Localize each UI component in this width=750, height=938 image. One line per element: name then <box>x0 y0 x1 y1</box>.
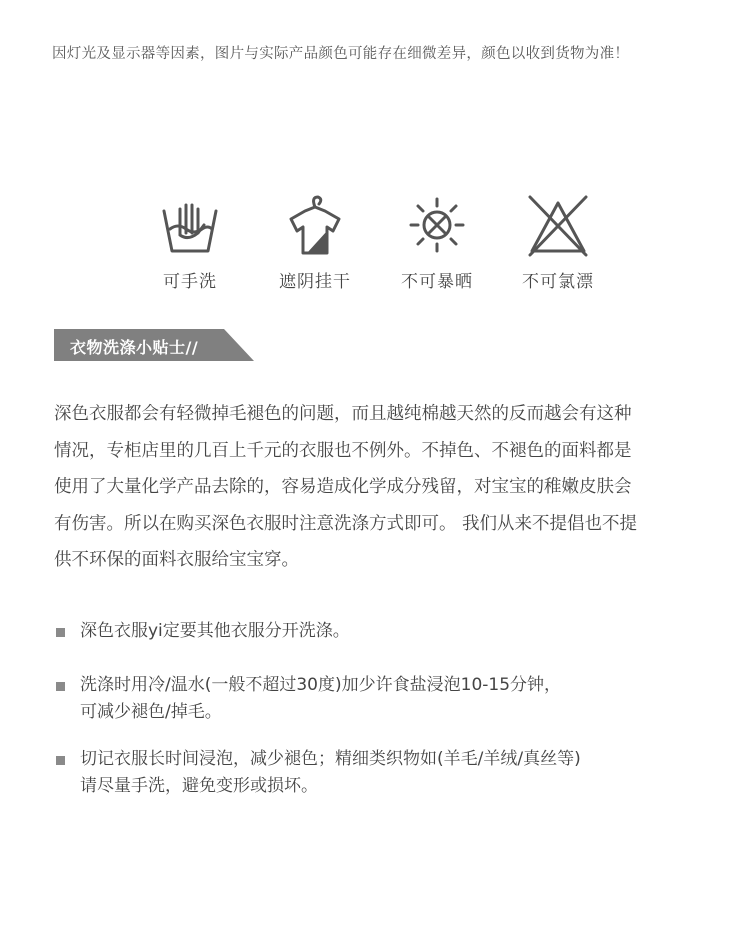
section-banner <box>54 329 254 361</box>
care-label: 遮阴挂干 <box>279 272 351 292</box>
hand-wash-icon <box>158 195 222 257</box>
square-bullet-icon <box>56 756 65 765</box>
section-title: 衣物洗涤小贴士// <box>70 338 199 357</box>
care-label: 可手洗 <box>163 272 217 292</box>
care-item-no-bleach <box>498 195 618 292</box>
bullet-line: 可减少褪色/掉毛。 <box>80 702 222 722</box>
paragraph-line: 深色衣服都会有轻微掉毛褪色的问题，而且越纯棉越天然的反而越会有这种 <box>54 404 632 424</box>
no-sun-icon <box>405 195 469 257</box>
color-disclaimer: 因灯光及显示器等因素，图片与实际产品颜色可能存在细微差异，颜色以收到货物为准！ <box>52 46 630 62</box>
bullet-text <box>80 746 581 800</box>
paragraph-line: 使用了大量化学产品去除的，容易造成化学成分残留，对宝宝的稚嫩皮肤会 <box>54 477 632 497</box>
bullet-text <box>80 618 350 645</box>
care-item-hand-wash <box>130 195 250 292</box>
bullet-line: 切记衣服长时间浸泡，减少褪色；精细类织物如(羊毛/羊绒/真丝等) <box>80 749 581 769</box>
square-bullet-icon <box>56 682 65 691</box>
bullet-line: 请尽量手洗，避免变形或损坏。 <box>80 776 318 796</box>
care-item-no-sun <box>377 195 497 292</box>
square-bullet-icon <box>56 628 65 637</box>
shade-dry-icon <box>283 195 347 257</box>
bullet-text <box>80 672 561 726</box>
no-bleach-icon <box>526 195 590 257</box>
paragraph-line: 供不环保的面料衣服给宝宝穿。 <box>54 550 299 570</box>
care-label: 不可氯漂 <box>522 272 594 292</box>
care-icons-row <box>130 195 640 305</box>
bullet-line: 深色衣服yi定要其他衣服分开洗涤。 <box>80 621 350 641</box>
tips-paragraph <box>54 396 704 579</box>
care-item-shade-dry <box>255 195 375 292</box>
bullet-line: 洗涤时用冷/温水(一般不超过30度)加少许食盐浸泡10-15分钟， <box>80 675 562 695</box>
paragraph-line: 情况，专柜店里的几百上千元的衣服也不例外。不掉色、不褪色的面料都是 <box>54 440 632 461</box>
paragraph-line: 有伤害。所以在购买深色衣服时注意洗涤方式即可。 我们从来不提倡也不提 <box>54 513 638 534</box>
care-label: 不可暴晒 <box>401 272 473 292</box>
